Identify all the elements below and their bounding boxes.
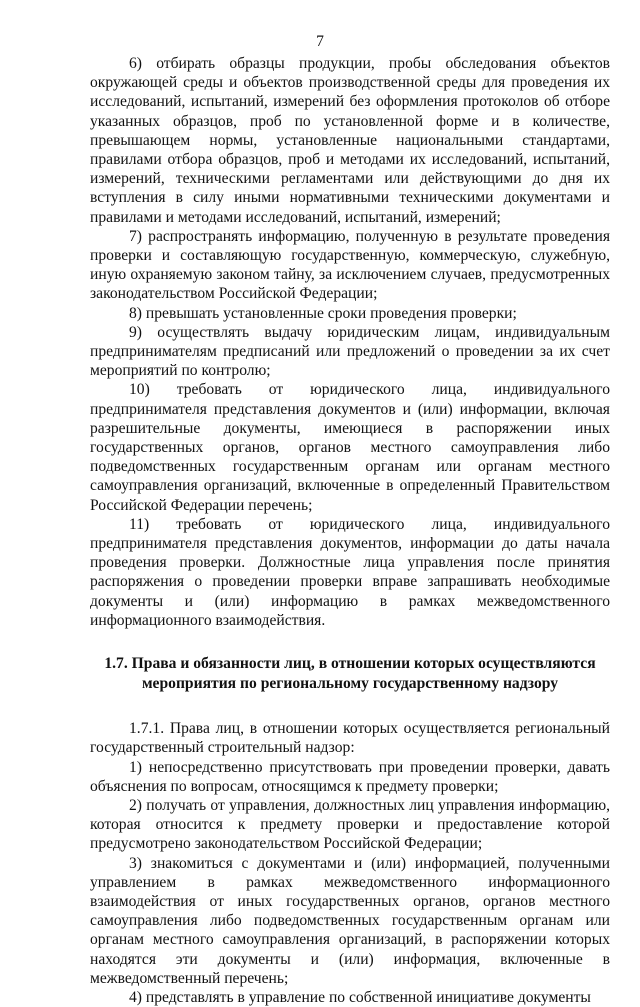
- rights-item-1: 1) непосредственно присутствовать при проведении проверки, давать объяснения по вопросам, относящимся к предмету проверки;: [90, 758, 610, 795]
- list-item-10: 10) требовать от юридического лица, индивидуального предпринимателя представления документов и (или) информации, включая разрешительные документы, имеющиеся в распоряжении иных государственных органов, органов местного самоуправления либо подведомственных государственным органам или органам местного самоуправления организаций, включенные в определенный Правительством Российской Федерации перечень;: [90, 381, 610, 514]
- document-body: [90, 54, 610, 1007]
- list-item-11: 11) требовать от юридического лица, индивидуального предпринимателя представления документов, информации до даты начала проведения проверки. Должностные лица управления после принятия распоряжения о проведении проверки вправе запрашивать необходимые документы и (или) информацию в рамках межведомственного информационного взаимодействия.: [90, 515, 610, 629]
- list-item-9: 9) осуществлять выдачу юридическим лицам, индивидуальным предпринимателям предписаний или предложений о проведении за их счет мероприятий по контролю;: [90, 323, 610, 380]
- list-item-7: 7) распространять информацию, полученную в результате проведения проверки и составляющую государственную, коммерческую, служебную, иную охраняемую законом тайну, за исключением случаев, предусмотренных законодательством Российской Федерации;: [90, 227, 610, 303]
- section-heading-line-1: 1.7. Права и обязанности лиц, в отношении которых осуществляются: [104, 655, 596, 673]
- section-heading-line-2: мероприятия по региональному государственному надзору: [141, 675, 559, 693]
- page-number: 7: [316, 33, 324, 50]
- paragraph-1-7-1: 1.7.1. Права лиц, в отношении которых осуществляется региональный государственный строительный надзор:: [90, 720, 610, 757]
- section-heading-1-7: [90, 654, 610, 694]
- rights-item-3: 3) знакомиться с документами и (или) информацией, полученными управлением в рамках межведомственного информационного взаимодействия от иных государственных органов, органов местного самоуправления либо подведомственных государственным органам или органам местного самоуправления организаций, в распоряжении которых находятся эти документы и (или) информация, включенные в межведомственный перечень;: [90, 854, 610, 987]
- rights-item-2: 2) получать от управления, должностных лиц управления информацию, которая относится к предмету проверки и предоставление которой предусмотрено законодательством Российской Федерации;: [90, 796, 610, 853]
- rights-item-4: 4) представлять в управление по собственной инициативе документы: [129, 988, 591, 1006]
- list-item-6: 6) отбирать образцы продукции, пробы обследования объектов окружающей среды и объектов производственной среды для проведения их исследований, испытаний, измерений без оформления протоколов об отборе указанных образцов, проб по установленной форме и в количестве, превышающем нормы, установленные национальными стандартами, правилами отбора образцов, проб и методами их исследований, испытаний, измерений, техническими регламентами или действующими до дня их вступления в силу иными нормативными техническими документами и правилами и методами исследований, испытаний, измерений;: [90, 55, 610, 226]
- list-item-8: 8) превышать установленные сроки проведения проверки;: [129, 304, 517, 322]
